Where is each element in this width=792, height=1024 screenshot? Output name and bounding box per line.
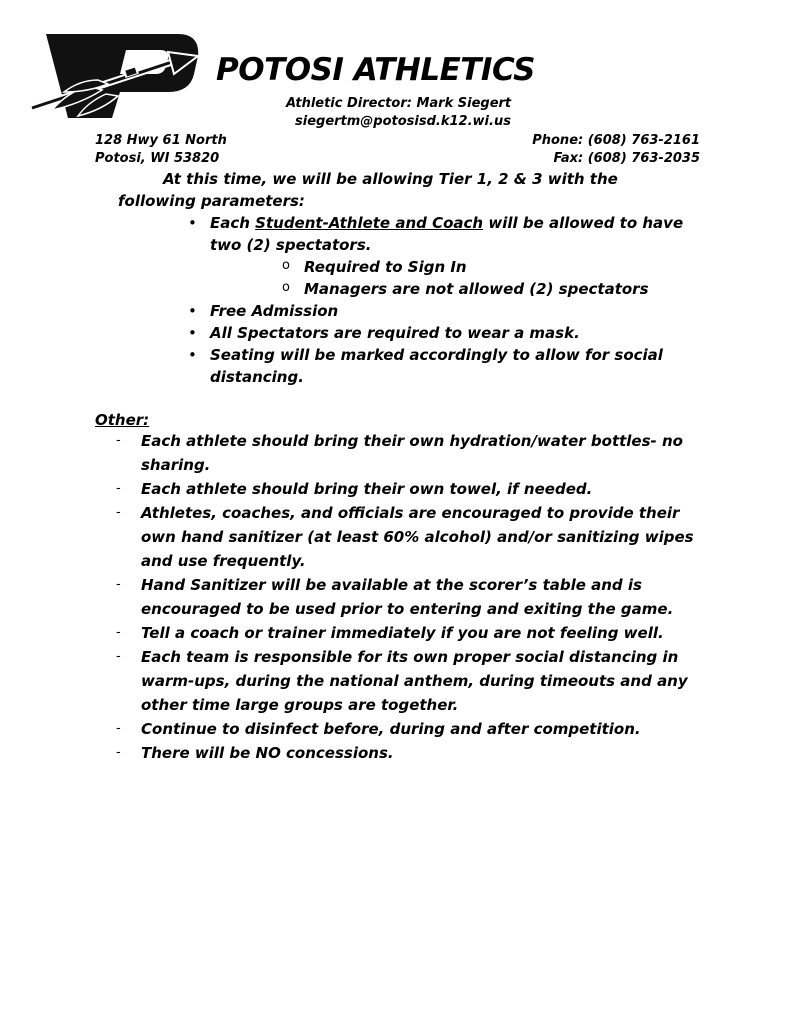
other-item-continuation: and use frequently.: [141, 552, 306, 570]
parameter-item-2: Free Admission: [210, 302, 339, 320]
other-item: Each athlete should bring their own hydration/water bottles- no: [141, 432, 683, 450]
parameter-item-1-line-2: two (2) spectators.: [210, 236, 372, 254]
sub-item-2: Managers are not allowed (2) spectators: [304, 280, 649, 298]
athletic-director: Athletic Director: Mark Siegert: [286, 96, 512, 111]
underlined-phrase: Student-Athlete and Coach: [255, 214, 484, 232]
other-item-continuation: encouraged to be used prior to entering and exiting the game.: [141, 600, 674, 618]
sub-item-1: Required to Sign In: [304, 258, 467, 276]
bullet-icon: •: [188, 324, 197, 342]
dash-bullet-icon: -: [116, 505, 121, 520]
other-item: Each team is responsible for its own proper social distancing in: [141, 648, 679, 666]
org-name: POTOSI ATHLETICS: [216, 52, 535, 88]
parameter-item-4-line-2: distancing.: [210, 368, 304, 386]
other-item: Hand Sanitizer will be available at the scorer’s table and is: [141, 576, 642, 594]
other-item: Each athlete should bring their own towel, if needed.: [141, 480, 593, 498]
other-item: Tell a coach or trainer immediately if you are not feeling well.: [141, 624, 664, 642]
bullet-icon: •: [188, 302, 197, 320]
dash-bullet-icon: -: [116, 481, 121, 496]
dash-bullet-icon: -: [116, 577, 121, 592]
intro-line-2: following parameters:: [118, 192, 305, 210]
intro-line-1: At this time, we will be allowing Tier 1, 2 & 3 with the: [163, 170, 618, 188]
potosi-logo: [28, 30, 200, 120]
dash-bullet-icon: -: [116, 745, 121, 760]
other-item-continuation: own hand sanitizer (at least 60% alcohol) and/or sanitizing wipes: [141, 528, 694, 546]
sub-bullet-icon: o: [282, 280, 290, 295]
bullet-icon: •: [188, 214, 197, 232]
other-item-continuation: other time large groups are together.: [141, 696, 459, 714]
other-item: Continue to disinfect before, during and after competition.: [141, 720, 641, 738]
other-item-continuation: sharing.: [141, 456, 211, 474]
parameter-item-3: All Spectators are required to wear a mask.: [210, 324, 580, 342]
parameter-item-4: Seating will be marked accordingly to allow for social: [210, 346, 663, 364]
dash-bullet-icon: -: [116, 649, 121, 664]
dash-bullet-icon: -: [116, 433, 121, 448]
dash-bullet-icon: -: [116, 625, 121, 640]
other-heading: Other:: [95, 411, 150, 429]
other-item: Athletes, coaches, and officials are encouraged to provide their: [141, 504, 680, 522]
director-email[interactable]: siegertm@potosisd.k12.wi.us: [295, 114, 511, 129]
sub-bullet-icon: o: [282, 258, 290, 273]
address-line-2: Potosi, WI 53820: [95, 151, 220, 166]
bullet-icon: •: [188, 346, 197, 364]
fax-number: Fax: (608) 763-2035: [553, 151, 700, 166]
other-item: There will be NO concessions.: [141, 744, 394, 762]
phone-number: Phone: (608) 763-2161: [532, 133, 700, 148]
other-item-continuation: warm-ups, during the national anthem, during timeouts and any: [141, 672, 688, 690]
parameter-item-1: Each Student-Athlete and Coach will be allowed to have: [210, 214, 684, 232]
address-line-1: 128 Hwy 61 North: [95, 133, 227, 148]
dash-bullet-icon: -: [116, 721, 121, 736]
